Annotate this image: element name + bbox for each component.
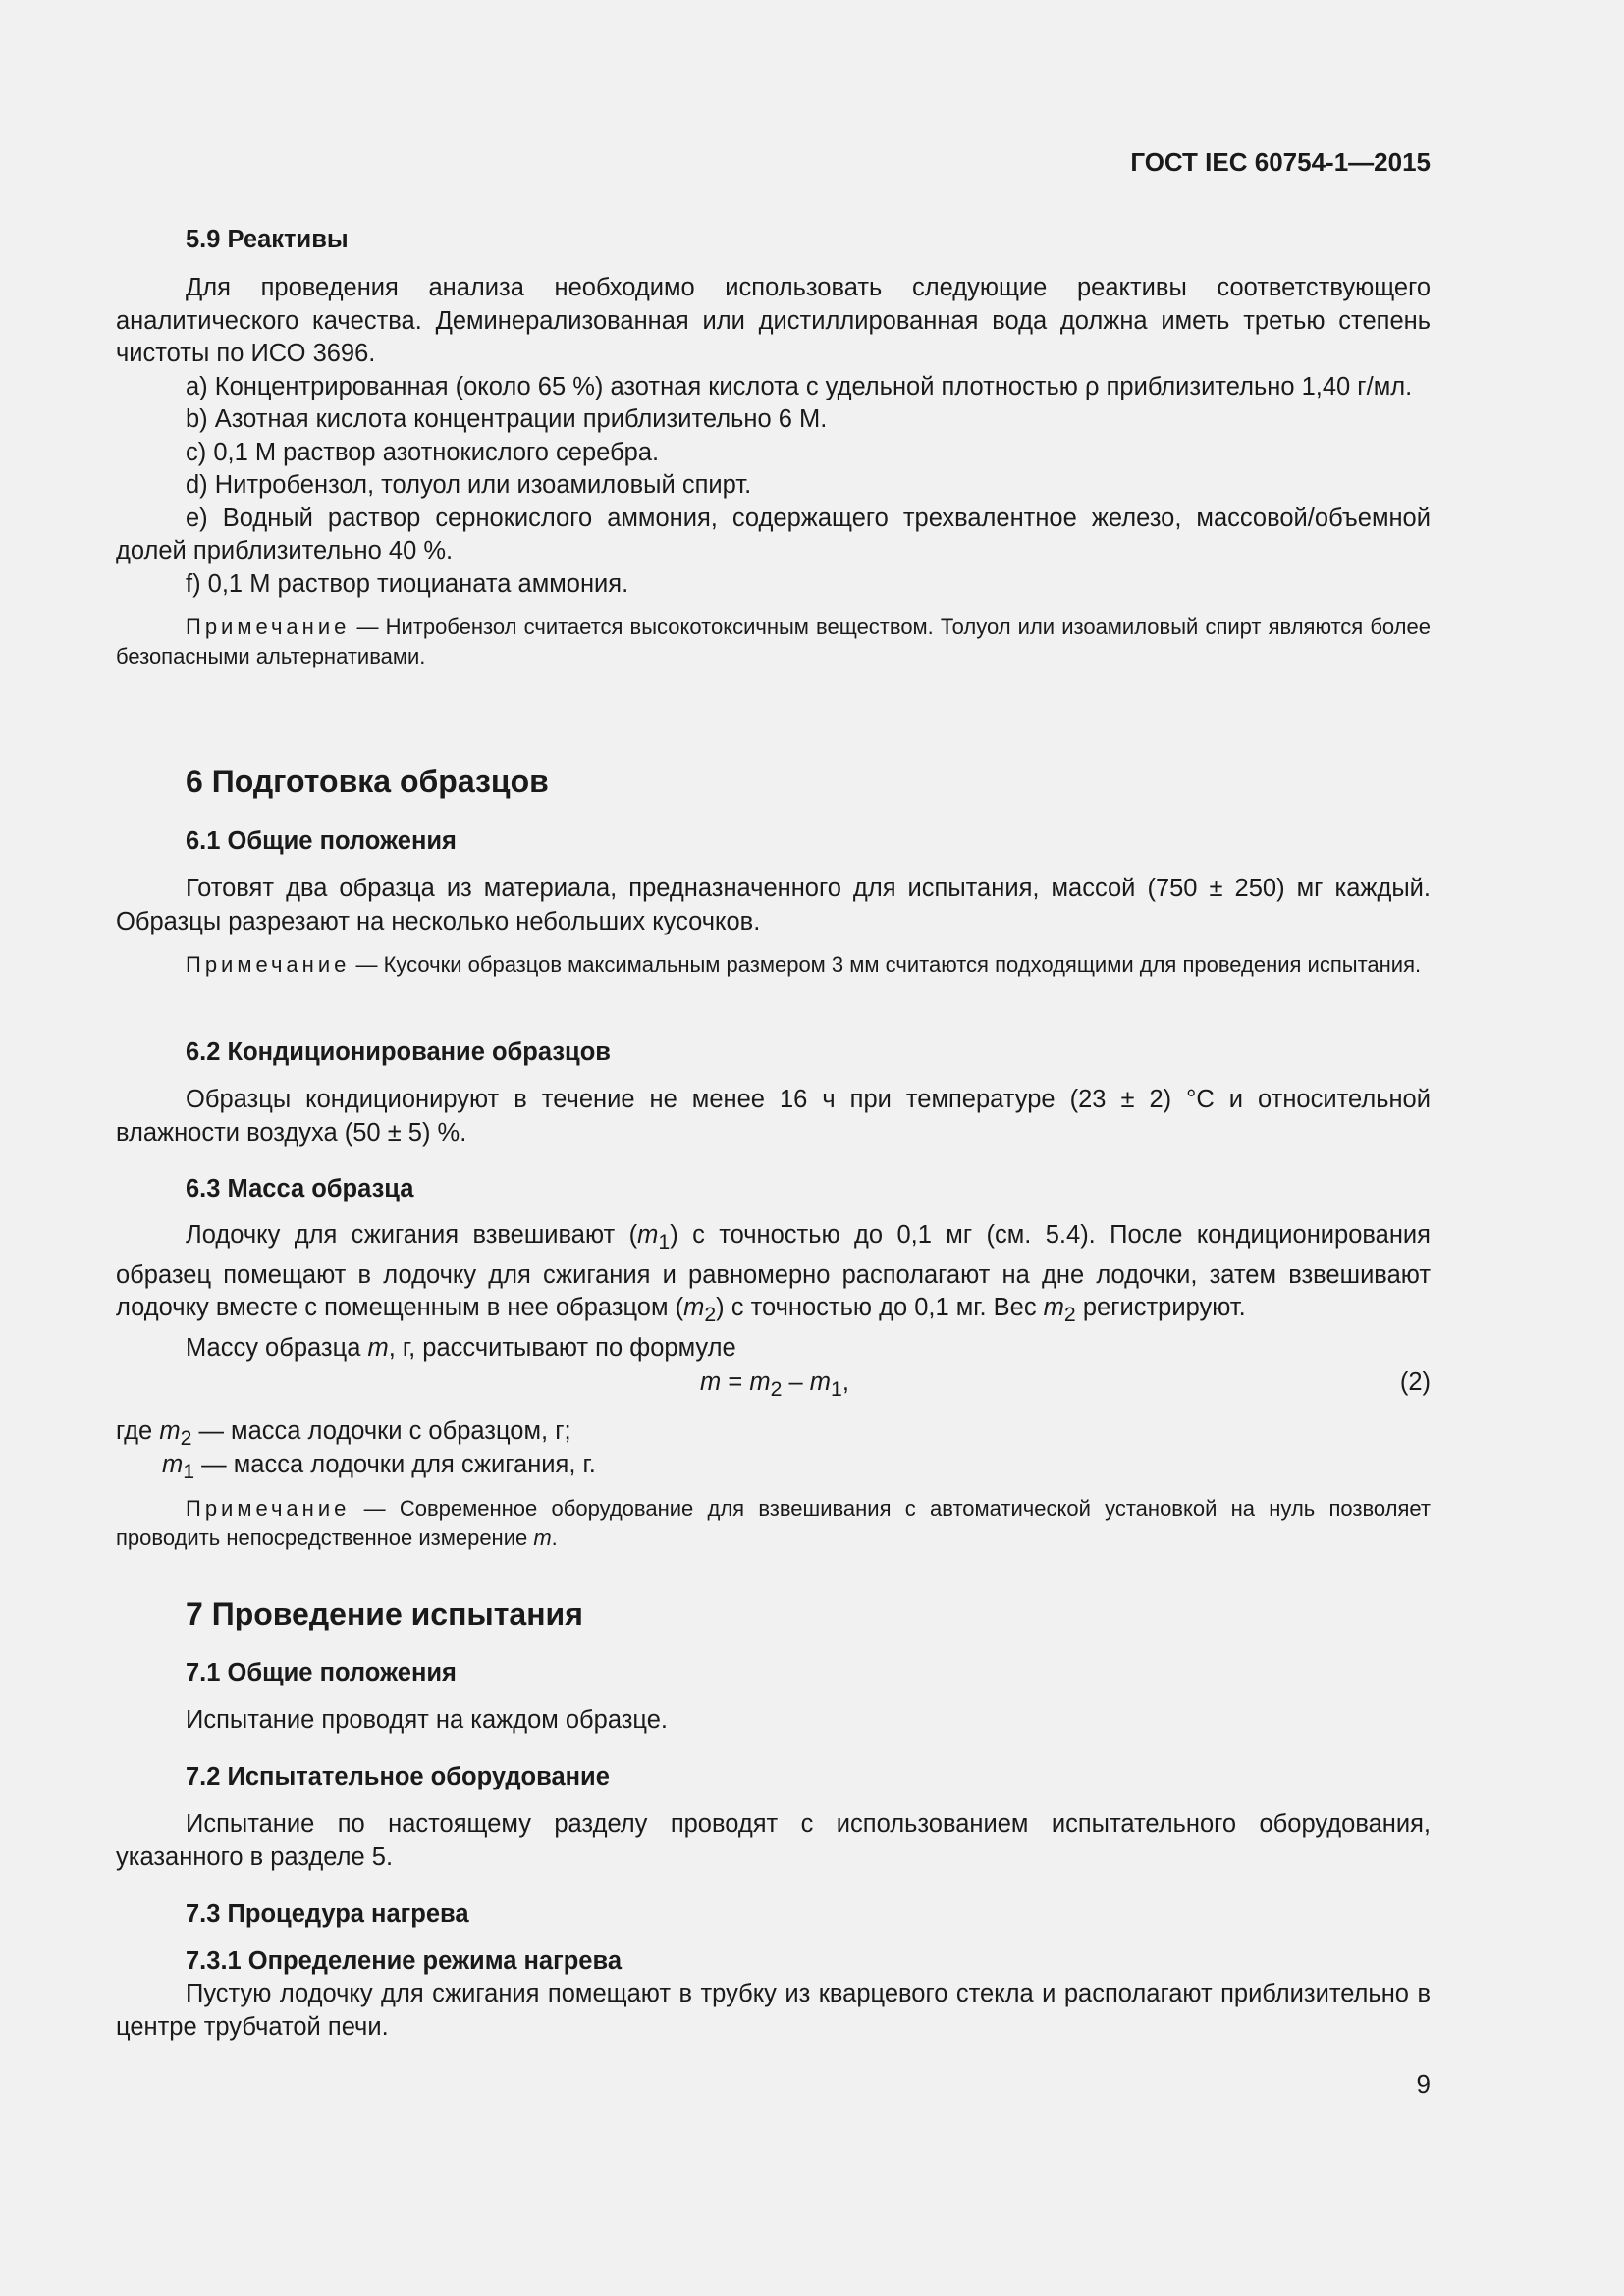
section-7-title: 7 Проведение испытания bbox=[186, 1596, 583, 1631]
text-run: — масса лодочки для сжигания, г. bbox=[194, 1451, 596, 1478]
list-item: f) 0,1 М раствор тиоцианата аммония. bbox=[186, 569, 629, 598]
symbol-m: m bbox=[162, 1451, 184, 1478]
section-7-3-title: 7.3 Процедура нагрева bbox=[186, 1900, 469, 1928]
section-6-2-title: 6.2 Кондиционирование образцов bbox=[186, 1039, 611, 1066]
text-run: . bbox=[551, 1524, 558, 1550]
note-label: Примечание bbox=[186, 1496, 351, 1521]
subscript: 2 bbox=[770, 1377, 783, 1402]
symbol-m: m bbox=[683, 1294, 705, 1322]
note-text: — Современное оборудование для взвешивания с автоматической установкой на нуль позволяет проводить непосредственное измерение bbox=[116, 1496, 1431, 1550]
note bbox=[116, 950, 1431, 980]
subscript: 2 bbox=[1063, 1303, 1076, 1327]
section-7-3-1-body bbox=[116, 1978, 1431, 2044]
note-text: — Кусочки образцов максимальным размером 3 мм считаются подходящими для проведения испытания. bbox=[350, 952, 1422, 977]
section-6-2-body bbox=[116, 1084, 1431, 1149]
section-5-9-body bbox=[116, 272, 1431, 670]
paragraph: Испытание по настоящему разделу проводят с использованием испытательного оборудования, указанного в разделе 5. bbox=[116, 1810, 1431, 1871]
where-line-m1 bbox=[162, 1449, 596, 1489]
subscript: 2 bbox=[180, 1426, 192, 1451]
text-run: ) с точностью до 0,1 мг. Вес bbox=[716, 1294, 1044, 1322]
paragraph bbox=[116, 1219, 1431, 1332]
list-item: b) Азотная кислота концентрации приблизительно 6 М. bbox=[186, 405, 828, 433]
text-run: Лодочку для сжигания взвешивают ( bbox=[186, 1221, 638, 1249]
section-7-2-title: 7.2 Испытательное оборудование bbox=[186, 1763, 610, 1790]
list-item: a) Концентрированная (около 65 %) азотная кислота с удельной плотностью ρ приблизительно 1,40 г/мл. bbox=[186, 372, 1413, 400]
paragraph: Испытание проводят на каждом образце. bbox=[186, 1706, 669, 1734]
note bbox=[116, 1494, 1431, 1552]
symbol-m: m bbox=[533, 1524, 552, 1550]
symbol-m: m bbox=[749, 1368, 771, 1396]
note bbox=[116, 613, 1431, 670]
operator: = bbox=[721, 1368, 750, 1396]
section-7-3-1-title: 7.3.1 Определение режима нагрева bbox=[186, 1948, 623, 1975]
section-7-1-title: 7.1 Общие положения bbox=[186, 1659, 457, 1686]
paragraph: Образцы кондиционируют в течение не менее 16 ч при температуре (23 ± 2) °С и относительной влажности воздуха (50 ± 5) %. bbox=[116, 1086, 1431, 1147]
symbol-m: m bbox=[637, 1221, 659, 1249]
operator: – bbox=[782, 1368, 810, 1396]
equation-formula bbox=[700, 1368, 849, 1402]
symbol-m: m bbox=[1043, 1294, 1064, 1322]
section-6-3-body bbox=[116, 1219, 1431, 1364]
paragraph bbox=[116, 1332, 1431, 1365]
paragraph: Пустую лодочку для сжигания помещают в трубку из кварцевого стекла и располагают приблизительно в центре трубчатой печи. bbox=[116, 1980, 1431, 2041]
note-label: Примечание bbox=[186, 614, 351, 639]
section-6-3-note bbox=[116, 1494, 1431, 1552]
text-run: , г, рассчитывают по формуле bbox=[388, 1333, 736, 1362]
list-item: e) Водный раствор сернокислого аммония, содержащего трехвалентное железо, массовой/объемной долей приблизительно 40 %. bbox=[116, 504, 1431, 564]
paragraph: Для проведения анализа необходимо использовать следующие реактивы соответствующего аналитического качества. Деминерализованная или дистиллированная вода должна иметь третью степень чистоты по ИСО 3696. bbox=[116, 274, 1431, 367]
section-7-1-body bbox=[116, 1704, 1431, 1737]
section-6-1-title: 6.1 Общие положения bbox=[186, 828, 457, 855]
subscript: 1 bbox=[183, 1460, 195, 1484]
equation-number: (2) bbox=[1399, 1368, 1431, 1396]
section-6-3-title: 6.3 Масса образца bbox=[186, 1175, 414, 1202]
symbol-m: m bbox=[809, 1368, 831, 1396]
section-7-2-body bbox=[116, 1808, 1431, 1874]
symbol-m: m bbox=[159, 1417, 181, 1445]
text-run: Массу образца bbox=[186, 1333, 368, 1362]
text-run: ) с точностью до 0,1 мг (см. 5.4). После кондиционирования образец помещают в лодочку для сжигания и равномерно располагают на дне лодочки, затем взвешивают лодочку вместе с помещенным в нее образцом ( bbox=[116, 1221, 1431, 1322]
punctuation: , bbox=[841, 1368, 849, 1396]
list-item: d) Нитробензол, толуол или изоамиловый спирт. bbox=[186, 471, 752, 499]
symbol-m: m bbox=[700, 1368, 722, 1396]
text-run: где bbox=[116, 1417, 160, 1445]
subscript: 1 bbox=[831, 1377, 842, 1402]
paragraph: Готовят два образца из материала, предназначенного для испытания, массой (750 ± 250) мг каждый. Образцы разрезают на несколько небольших кусочков. bbox=[116, 875, 1431, 935]
text-run: — масса лодочки с образцом, г; bbox=[191, 1417, 571, 1445]
list-item: c) 0,1 М раствор азотнокислого серебра. bbox=[186, 438, 660, 466]
text-run: регистрируют. bbox=[1075, 1294, 1246, 1322]
subscript: 1 bbox=[658, 1230, 671, 1255]
document-header: ГОСТ IEC 60754-1—2015 bbox=[1130, 147, 1431, 177]
note-text: — Нитробензол считается высокотоксичным веществом. Толуол или изоамиловый спирт являются более безопасными альтернативами. bbox=[116, 614, 1431, 668]
section-6-title: 6 Подготовка образцов bbox=[186, 764, 549, 799]
section-5-9-title: 5.9 Реактивы bbox=[186, 226, 349, 253]
note-label: Примечание bbox=[186, 952, 351, 977]
symbol-m: m bbox=[367, 1333, 389, 1362]
section-6-1-body bbox=[116, 873, 1431, 980]
subscript: 2 bbox=[704, 1303, 717, 1327]
page-number: 9 bbox=[1416, 2069, 1431, 2099]
